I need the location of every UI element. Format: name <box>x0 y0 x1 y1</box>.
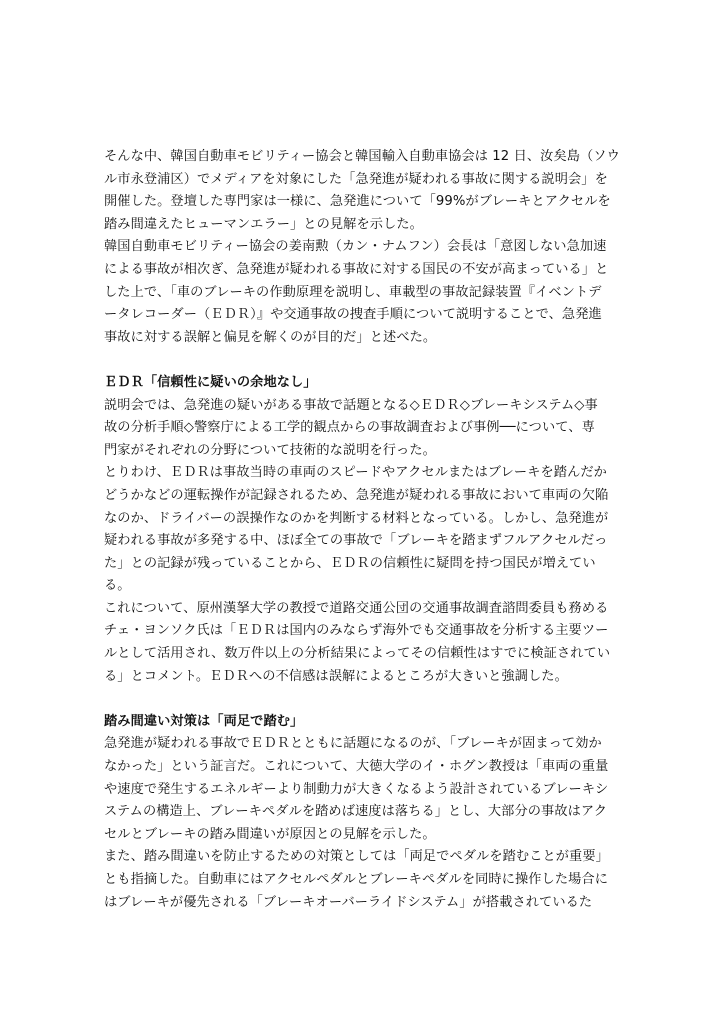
paragraph-gap <box>104 349 620 372</box>
text-line: そんな中、韓国自動車モビリティー協会と韓国輸入自動車協会は 12 日、汝矣島（ソウ <box>104 149 620 164</box>
paragraph-gap <box>104 688 620 711</box>
section-heading: 踏み間違い対策は「両足で踏む」 <box>104 713 304 729</box>
text-line: 踏み間違えたヒューマンエラー」との見解を示した。 <box>104 216 423 232</box>
text-line: これについて、原州漢拏大学の教授で道路交通公団の交通事故調査諮問委員も務める <box>104 600 609 616</box>
section-heading: ＥＤＲ「信頼性に疑いの余地なし」 <box>104 374 317 390</box>
text-line: した上で、「車のブレーキの作動原理を説明し、車載型の事故記録装置『イベントデ <box>104 284 602 300</box>
text-line: チェ・ヨンソク氏は「ＥＤＲは国内のみならず海外でも交通事故を分析する主要ツー <box>104 623 609 639</box>
text-line: 門家がそれぞれの分野について技術的な説明を行った。 <box>104 442 436 458</box>
text-line: 事故に対する誤解と偏見を解くのが目的だ」と述べた。 <box>104 329 437 345</box>
text-line: なかった」という証言だ。これについて、大徳大学のイ・ホグン教授は「車両の重量 <box>104 759 609 775</box>
text-line: どうかなどの運転操作が記録されるため、急発進が疑われる事故において車両の欠陥 <box>104 487 609 503</box>
text-line: 韓国自動車モビリティー協会の姜南勲（カン・ナムフン）会長は「意図しない急加速 <box>104 239 607 255</box>
text-line: 急発進が疑われる事故でＥＤＲとともに話題になるのが、「ブレーキが固まって効か <box>104 736 602 752</box>
text-line: ルとして活用され、数万件以上の分析結果によってその信頼性はすでに検証されてい <box>104 646 611 662</box>
text-line: はブレーキが優先される「ブレーキオーバーライドシステム」が搭載されているた <box>104 894 593 910</box>
text-line: 故の分析手順◇警察庁による工学的観点からの事故調査および事例──について、専 <box>104 420 595 436</box>
text-line: ステムの構造上、ブレーキペダルを踏めば速度は落ちる」とし、大部分の事故はアク <box>104 804 608 820</box>
text-line: ータレコーダー（ＥＤＲ）』や交通事故の捜査手順について説明することで、急発進 <box>104 307 602 323</box>
text-line: ル市永登浦区）でメディアを対象にした「急発進が疑われる事故に関する説明会」を <box>104 171 608 187</box>
text-line: 開催した。登壇した専門家は一様に、急発進について「99%がブレーキとアクセルを <box>104 194 611 210</box>
text-line: による事故が相次ぎ、急発進が疑われる事故に対する国民の不安が高まっている」と <box>104 261 609 277</box>
document-body <box>104 146 620 914</box>
text-line: 説明会では、急発進の疑いがある事故で話題となる◇ＥＤＲ◇ブレーキシステム◇事 <box>104 397 598 413</box>
text-line: セルとブレーキの踏み間違いが原因との見解を示した。 <box>104 826 436 842</box>
text-line: 疑われる事故が多発する中、ほぼ全ての事故で「ブレーキを踏まずフルアクセルだっ <box>104 533 608 549</box>
text-line: とりわけ、ＥＤＲは事故当時の車両のスピードやアクセルまたはブレーキを踏んだか <box>104 465 607 481</box>
text-line: とも指摘した。自動車にはアクセルペダルとブレーキペダルを同時に操作した場合に <box>104 872 608 887</box>
text-line: る」とコメント。ＥＤＲへの不信感は誤解によるところが大きいと強調した。 <box>104 668 568 684</box>
text-line: や速度で発生するエネルギーより制動力が大きくなるよう設計されているブレーキシ <box>104 781 609 797</box>
text-line: る。 <box>104 578 131 594</box>
text-line: た」との記録が残っていることから、ＥＤＲの信頼性に疑問を持つ国民が増えてい <box>104 555 596 571</box>
text-line: また、踏み間違いを防止するための対策としては「両足でペダルを踏むことが重要」 <box>104 849 609 865</box>
text-line: なのか、ドライバーの誤操作なのかを判断する材料となっている。しかし、急発進が <box>104 510 609 526</box>
